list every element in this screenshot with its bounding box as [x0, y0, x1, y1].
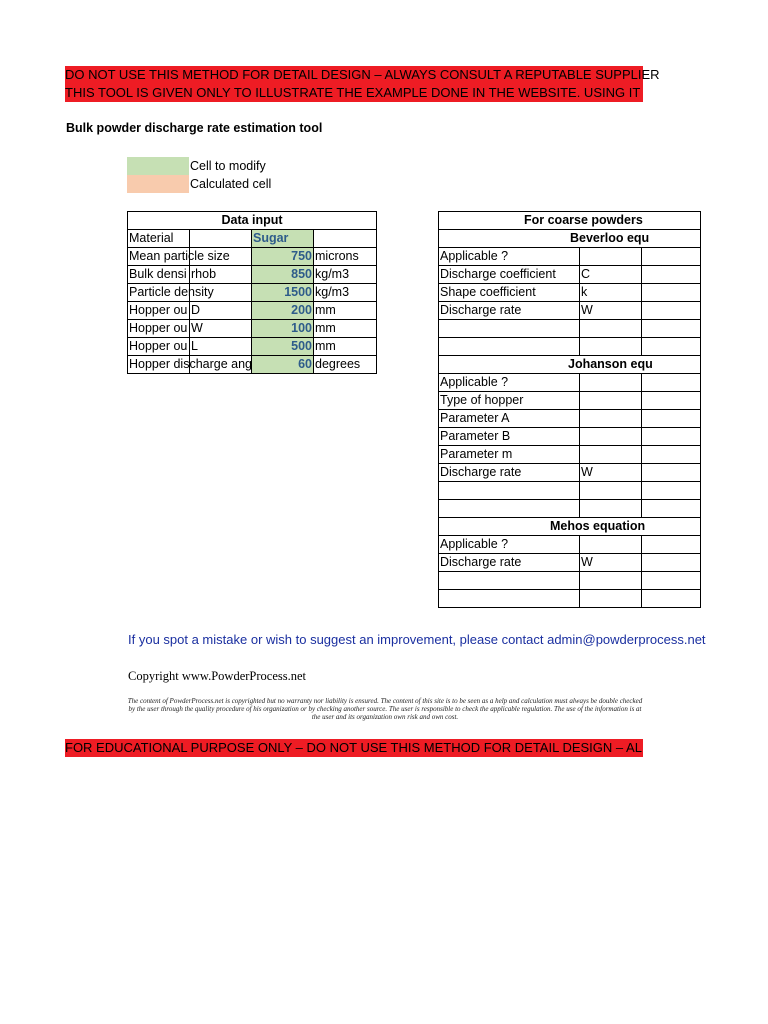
row-value: [642, 266, 701, 284]
row-label: Parameter m: [439, 446, 580, 464]
empty-row: [439, 482, 701, 500]
warning-banner-bottom: FOR EDUCATIONAL PURPOSE ONLY – DO NOT USE THIS METHOD FOR DETAIL DESIGN – AL: [65, 740, 642, 755]
tool-title: Bulk powder discharge rate estimation tool: [66, 121, 323, 135]
input-unit: kg/m3: [314, 284, 377, 302]
input-symbol: D: [190, 302, 252, 320]
johanson-row: [439, 464, 701, 482]
row-value: [642, 554, 701, 572]
legend-modify-label: Cell to modify: [190, 159, 266, 173]
coarse-powders-table: [438, 211, 701, 608]
data-input-header: Data input: [128, 212, 377, 230]
input-label: Hopper ou: [129, 339, 188, 353]
input-label: Hopper ou: [129, 321, 188, 335]
row-label: Discharge rate: [439, 302, 580, 320]
beverloo-row: [439, 284, 701, 302]
row-value: [642, 428, 701, 446]
input-unit: mm: [314, 338, 377, 356]
particle-density-input[interactable]: 1500: [252, 284, 314, 302]
empty-row: [439, 572, 701, 590]
input-row-discharge-angle: [128, 356, 377, 374]
input-symbol: rhob: [190, 266, 252, 284]
input-symbol: [190, 230, 252, 248]
input-unit: mm: [314, 302, 377, 320]
input-symbol: L: [190, 338, 252, 356]
disclaimer-text: [127, 697, 643, 722]
row-symbol: [580, 536, 642, 554]
row-symbol: W: [580, 554, 642, 572]
johanson-title: Johanson equ: [439, 356, 701, 374]
beverloo-row: [439, 302, 701, 320]
hopper-l-input[interactable]: 500: [252, 338, 314, 356]
row-label: Applicable ?: [439, 248, 580, 266]
row-label: Discharge rate: [439, 464, 580, 482]
row-symbol: [580, 374, 642, 392]
row-symbol: [580, 446, 642, 464]
empty-row: [439, 500, 701, 518]
empty-row: [439, 590, 701, 608]
mehos-title: Mehos equation: [439, 518, 701, 536]
material-input[interactable]: Sugar: [252, 230, 314, 248]
row-symbol: [580, 410, 642, 428]
input-label: Mean particle size: [129, 249, 230, 263]
disclaimer-body: The content of PowderProcess.net is copyrighted but no warranty nor liability is ensured. The content of this site is to be seen as a help and calculation must always be double checked by the user through the quality procedure of his organization or by checking another source. The user is responsible to check the applicable regulation. The use of the information is at the user and its organization own risk and own cost.: [127, 697, 643, 721]
legend-modify-swatch: [127, 157, 189, 175]
mehos-row: [439, 554, 701, 572]
input-unit: mm: [314, 320, 377, 338]
row-value: [642, 464, 701, 482]
hopper-d-input[interactable]: 200: [252, 302, 314, 320]
row-value: [642, 410, 701, 428]
particle-size-input[interactable]: 750: [252, 248, 314, 266]
johanson-row: [439, 392, 701, 410]
row-symbol: [580, 248, 642, 266]
mehos-row: [439, 536, 701, 554]
input-label: Bulk densi: [129, 267, 187, 281]
row-label: Shape coefficient: [439, 284, 580, 302]
row-value: [642, 302, 701, 320]
row-value: [642, 248, 701, 266]
row-symbol: W: [580, 302, 642, 320]
row-label: Applicable ?: [439, 374, 580, 392]
contact-text: If you spot a mistake or wish to suggest an improvement, please contact admin@powderprocess.net: [128, 632, 706, 647]
row-label: Type of hopper: [439, 392, 580, 410]
input-unit: kg/m3: [314, 266, 377, 284]
discharge-angle-input[interactable]: 60: [252, 356, 314, 374]
row-value: [642, 392, 701, 410]
input-row-hopper-l: [128, 338, 377, 356]
johanson-row: [439, 410, 701, 428]
input-symbol: W: [190, 320, 252, 338]
row-symbol: W: [580, 464, 642, 482]
row-label: Discharge rate: [439, 554, 580, 572]
row-label: Applicable ?: [439, 536, 580, 554]
input-row-bulk-density: [128, 266, 377, 284]
input-label: Material: [129, 231, 174, 245]
beverloo-row: [439, 266, 701, 284]
hopper-w-input[interactable]: 100: [252, 320, 314, 338]
input-row-particle-density: [128, 284, 377, 302]
coarse-powders-panel: [438, 211, 653, 613]
johanson-row: [439, 446, 701, 464]
johanson-row: [439, 374, 701, 392]
input-unit: [314, 230, 377, 248]
input-row-hopper-d: [128, 302, 377, 320]
input-label: Hopper discharge ang: [129, 357, 252, 371]
row-value: [642, 284, 701, 302]
row-symbol: C: [580, 266, 642, 284]
empty-row: [439, 320, 701, 338]
empty-row: [439, 338, 701, 356]
coarse-header: For coarse powders: [439, 212, 701, 230]
input-unit: microns: [314, 248, 377, 266]
input-unit: degrees: [314, 356, 377, 374]
row-label: Parameter B: [439, 428, 580, 446]
legend-calculated-label: Calculated cell: [190, 177, 272, 191]
johanson-row: [439, 428, 701, 446]
warning-banner-top: [65, 66, 660, 102]
input-label: Hopper ou: [129, 303, 188, 317]
input-row-material: [128, 230, 377, 248]
warning-line-2: THIS TOOL IS GIVEN ONLY TO ILLUSTRATE THE EXAMPLE DONE IN THE WEBSITE. USING IT: [65, 85, 641, 100]
input-row-particle-size: [128, 248, 377, 266]
input-label: Particle density: [129, 285, 214, 299]
row-value: [642, 374, 701, 392]
data-input-table: [127, 211, 377, 374]
row-symbol: [580, 428, 642, 446]
legend-calculated-swatch: [127, 175, 189, 193]
row-symbol: k: [580, 284, 642, 302]
row-label: Discharge coefficient: [439, 266, 580, 284]
row-value: [642, 446, 701, 464]
beverloo-title: Beverloo equ: [439, 230, 701, 248]
row-label: Parameter A: [439, 410, 580, 428]
beverloo-row: [439, 248, 701, 266]
row-symbol: [580, 392, 642, 410]
copyright-text: Copyright www.PowderProcess.net: [128, 669, 306, 683]
bulk-density-input[interactable]: 850: [252, 266, 314, 284]
row-value: [642, 536, 701, 554]
warning-line-1: DO NOT USE THIS METHOD FOR DETAIL DESIGN – ALWAYS CONSULT A REPUTABLE SUPPLIER: [65, 67, 660, 82]
input-row-hopper-w: [128, 320, 377, 338]
